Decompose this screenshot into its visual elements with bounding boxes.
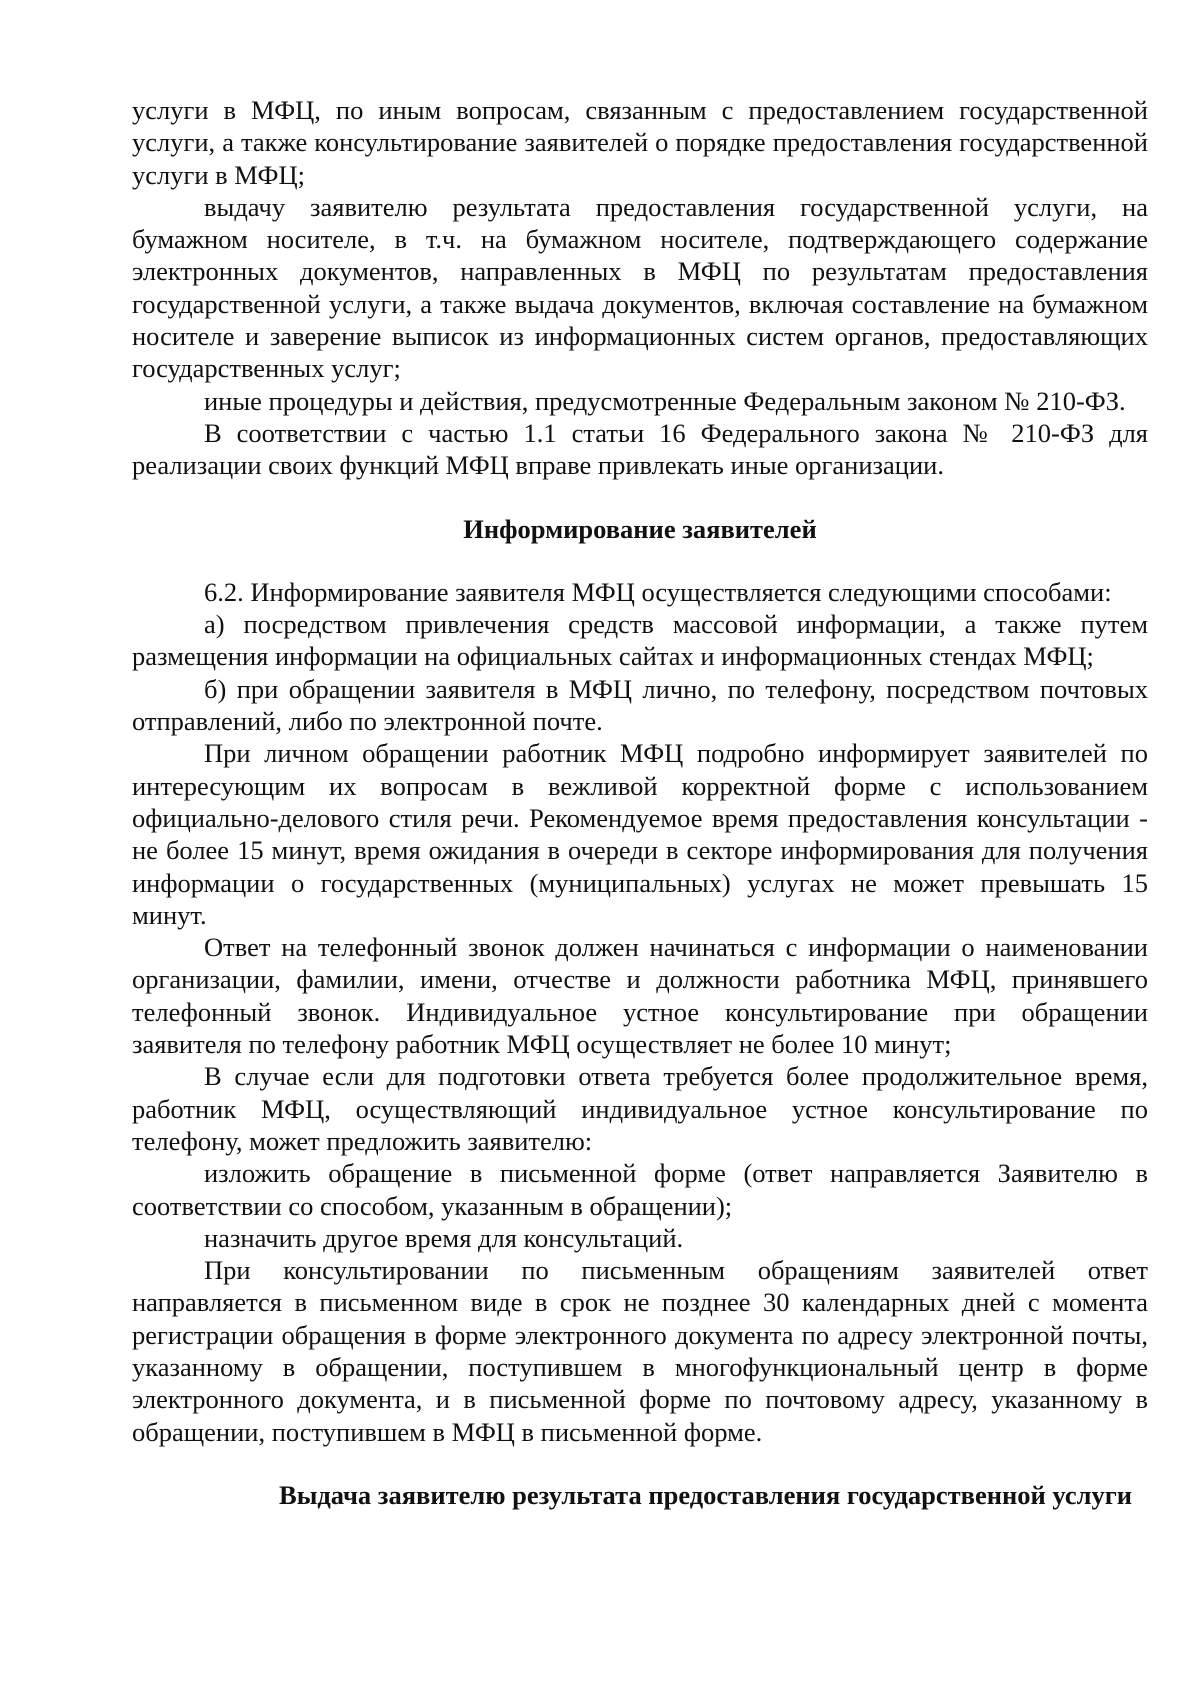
paragraph-method-b: б) при обращении заявителя в МФЦ лично, по телефону, посредством почтовых отправлений, либо по электронной почте. xyxy=(132,673,1148,737)
paragraph-personal-visit: При личном обращении работник МФЦ подробно информирует заявителей по интересующим их вопросам в вежливой корректной форме с использованием официально-делового стиля речи. Рекомендуемое время предоставления консультации - не более 15 минут, время ожидания в очереди в секторе информирования для получения информации о государственных (муниципальных) услугах не может превышать 15 минут. xyxy=(132,738,1148,930)
paragraph-informing-methods: 6.2. Информирование заявителя МФЦ осуществляется следующими способами: xyxy=(204,576,1112,607)
paragraph-result-issuance: выдачу заявителю результата предоставления государственной услуги, на бумажном носителе, в т.ч. на бумажном носителе, подтверждающего содержание электронных документов, направленных в МФЦ по результатам предоставления государственной услуги, а также выдача документов, включая составление на бумажном носителе и заверение выписок из информационных систем органов, предоставляющих государственных услуг; xyxy=(132,191,1148,384)
paragraph-option-reschedule: назначить другое время для консультаций. xyxy=(204,1222,684,1253)
document-page xyxy=(132,94,1148,1511)
paragraph-written-requests: При консультировании по письменным обращениям заявителей ответ направляется в письменном виде в срок не позднее 30 календарных дней с момента регистрации обращения в форме электронного документа по адресу электронной почты, указанному в обращении, поступившем в многофункциональный центр в форме электронного документа, и в письменной форме по почтовому адресу, указанному в обращении, поступившем в МФЦ в письменной форме. xyxy=(132,1255,1148,1447)
section-heading-result-issuance: Выдача заявителю результата предоставления государственной услуги xyxy=(279,1479,1132,1510)
section-heading-informing: Информирование заявителей xyxy=(463,513,817,544)
paragraph-other-procedures: иные процедуры и действия, предусмотренные Федеральным законом № 210-ФЗ. xyxy=(204,385,1126,416)
paragraph-option-written: изложить обращение в письменной форме (ответ направляется Заявителю в соответствии со способом, указанным в обращении); xyxy=(132,1158,1148,1221)
paragraph-continuation: услуги в МФЦ, по иным вопросам, связанным с предоставлением государственной услуги, а также консультирование заявителей о порядке предоставления государственной услуги в МФЦ; xyxy=(132,95,1148,190)
paragraph-phone-call: Ответ на телефонный звонок должен начинаться с информации о наименовании организации, фамилии, имени, отчестве и должности работника МФЦ, принявшего телефонный звонок. Индивидуальное устное консультирование при обращении заявителя по телефону работник МФЦ осуществляет не более 10 минут; xyxy=(132,932,1148,1060)
paragraph-longer-preparation: В случае если для подготовки ответа требуется более продолжительное время, работник МФЦ, осуществляющий индивидуальное устное консультирование по телефону, может предложить заявителю: xyxy=(132,1061,1148,1156)
paragraph-method-a: а) посредством привлечения средств массовой информации, а также путем размещения информации на официальных сайтах и информационных стендах МФЦ; xyxy=(132,609,1148,672)
paragraph-other-organizations: В соответствии с частью 1.1 статьи 16 Федерального закона № 210-ФЗ для реализации своих функций МФЦ вправе привлекать иные организации. xyxy=(132,417,1148,481)
